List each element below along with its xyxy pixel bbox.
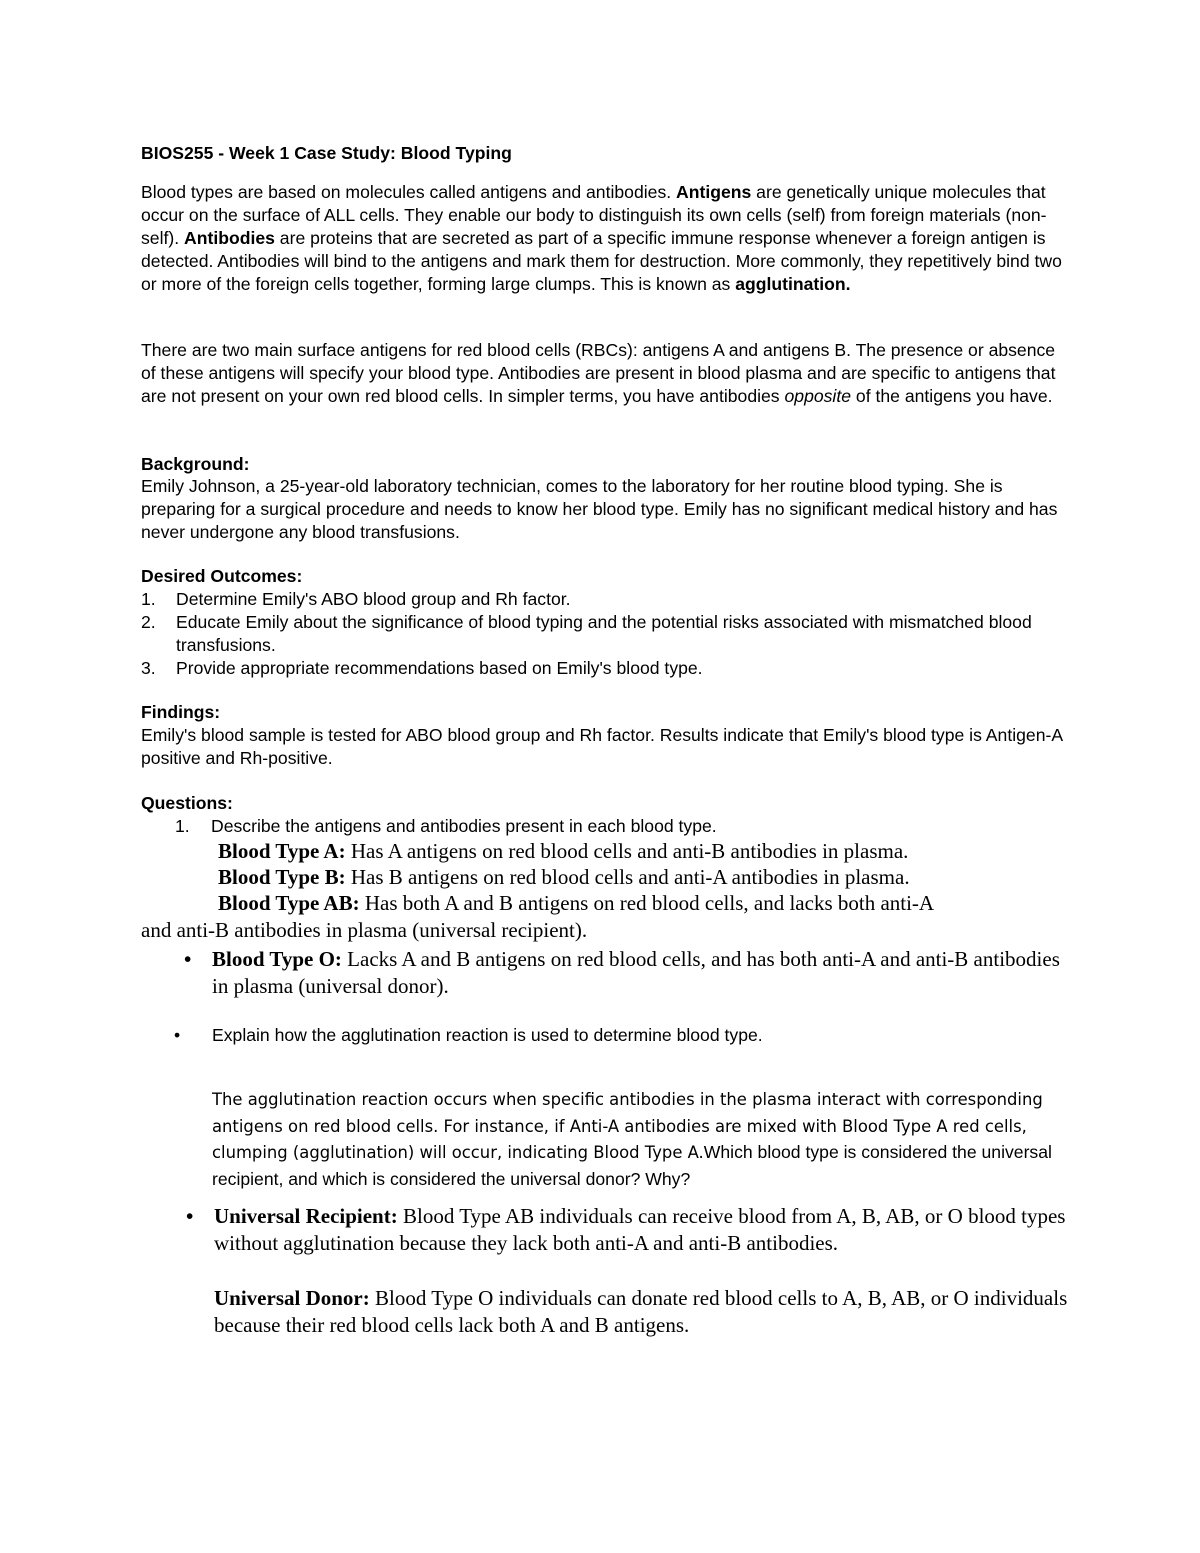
intro-paragraph <box>141 181 1071 296</box>
list-item <box>141 588 1041 611</box>
questions-heading: Questions: <box>141 793 233 813</box>
agglutination-answer-text: The agglutination reaction occurs when specific antibodies in the plasma interact with corresponding antigens on red blood cells. For instance, if Anti-A antibodies are mixed with Blood Type A red cells, clumping (agglutination) will occur, indicating Blood Type A. <box>212 1090 1043 1163</box>
question-3-text: Which blood type is considered the universal recipient, and which is considered the universal donor? Why? <box>212 1142 1052 1189</box>
blood-type-ab-text: Has both A and B antigens on red blood cells, and lacks both anti-A <box>359 891 935 915</box>
universal-recipient-label: Universal Recipient: <box>214 1204 398 1228</box>
background-text: Emily Johnson, a 25-year-old laboratory technician, comes to the laboratory for her routine blood typing. She is preparing for a surgical procedure and needs to know her blood type. Emily has no significant medical history and has never undergone any blood transfusions. <box>141 476 1058 542</box>
blood-type-a-text: Has A antigens on red blood cells and anti-B antibodies in plasma. <box>345 839 909 863</box>
blood-type-b-text: Has B antigens on red blood cells and anti-A antibodies in plasma. <box>345 865 910 889</box>
antigens-paragraph <box>141 339 1071 408</box>
background-heading: Background: <box>141 454 250 474</box>
blood-type-b-answer <box>218 864 910 891</box>
list-item <box>141 657 1041 680</box>
term-antibodies: Antibodies <box>184 228 275 248</box>
blood-type-o-answer <box>184 946 1072 1000</box>
agglutination-answer <box>212 1087 1082 1193</box>
question-1-text: Describe the antigens and antibodies present in each blood type. <box>211 816 717 836</box>
bullet-icon: • <box>184 947 192 971</box>
list-item-text: Provide appropriate recommendations based on Emily's blood type. <box>176 658 703 678</box>
intro-text-1: Blood types are based on molecules called antigens and antibodies. <box>141 182 677 202</box>
term-agglutination: agglutination. <box>735 274 851 294</box>
blood-type-a-label: Blood Type A: <box>218 839 346 863</box>
question-2 <box>174 1024 763 1047</box>
bullet-icon: • <box>174 1025 181 1045</box>
findings-text: Emily's blood sample is tested for ABO blood group and Rh factor. Results indicate that Emily's blood type is Antigen-A positive and Rh-positive. <box>141 725 1063 768</box>
universal-recipient-answer <box>186 1203 1074 1257</box>
term-opposite: opposite <box>784 386 852 406</box>
desired-outcomes-list <box>141 588 1041 680</box>
universal-donor-label: Universal Donor: <box>214 1286 370 1310</box>
antigens-text-2: of the antigens you have. <box>851 386 1053 406</box>
intro-text-3: are proteins that are secreted as part of a specific immune response whenever a foreign antigen is detected. Antibodies will bind to the antigens and mark them for destruction. More commonly, they repetitively bind two or more of the foreign cells together, forming large clumps. This is known as <box>141 228 1062 294</box>
universal-donor-text: Blood Type O individuals can donate red blood cells to A, B, AB, or O individuals because their red blood cells lack both A and B antigens. <box>214 1286 1068 1337</box>
blood-type-b-label: Blood Type B: <box>218 865 346 889</box>
universal-donor-answer <box>214 1285 1074 1339</box>
bullet-icon: • <box>186 1204 194 1228</box>
blood-type-ab-continuation: and anti-B antibodies in plasma (universal recipient). <box>141 918 588 942</box>
blood-type-o-text: Lacks A and B antigens on red blood cells, and has both anti-A and anti-B antibodies in plasma (universal donor). <box>212 947 1060 998</box>
list-item-text: Determine Emily's ABO blood group and Rh factor. <box>176 589 571 609</box>
list-item-text: Educate Emily about the significance of blood typing and the potential risks associated with mismatched blood transfusions. <box>176 612 1032 655</box>
document-title: BIOS255 - Week 1 Case Study: Blood Typing <box>141 143 512 163</box>
list-number: 2. <box>141 612 156 632</box>
intro-text-2: are genetically unique molecules that occur on the surface of ALL cells. They enable our body to distinguish its own cells (self) from foreign materials (non-self). <box>141 182 1047 248</box>
blood-type-a-answer <box>218 838 908 865</box>
universal-recipient-text: Blood Type AB individuals can receive blood from A, B, AB, or O blood types without agglutination because they lack both anti-A and anti-B antibodies. <box>214 1204 1066 1255</box>
antigens-text-1: There are two main surface antigens for red blood cells (RBCs): antigens A and antigens B. The presence or absence of these antigens will specify your blood type. Antibodies are present in blood plasma and are specific to antigens that are not present on your own red blood cells. In simpler terms, you have antibodies <box>141 340 1056 406</box>
list-item <box>141 611 1041 657</box>
findings-heading: Findings: <box>141 702 221 722</box>
list-number: 1. <box>141 589 156 609</box>
term-antigens: Antigens <box>676 182 752 202</box>
list-number: 3. <box>141 658 156 678</box>
blood-type-ab-answer <box>218 890 934 917</box>
blood-type-o-label: Blood Type O: <box>212 947 342 971</box>
question-2-text: Explain how the agglutination reaction is used to determine blood type. <box>212 1025 763 1045</box>
blood-type-ab-label: Blood Type AB: <box>218 891 360 915</box>
question-number: 1. <box>175 816 190 836</box>
desired-outcomes-heading: Desired Outcomes: <box>141 566 303 586</box>
